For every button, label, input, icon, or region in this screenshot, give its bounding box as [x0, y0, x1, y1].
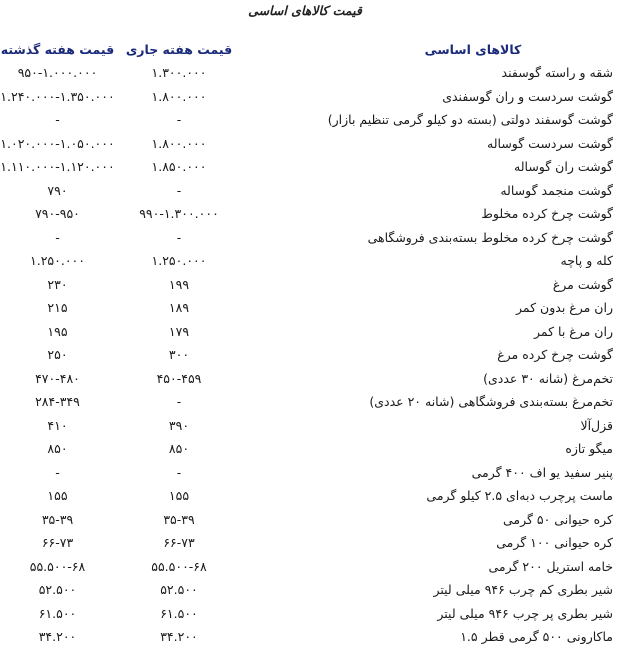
current-week-price: ۶۱.۵۰۰: [160, 605, 198, 621]
table-header-row: [0, 37, 623, 61]
item-name: گوشت چرخ کرده مخلوط: [481, 206, 613, 222]
item-name: ماکارونی ۵۰۰ گرمی قطر ۱.۵: [460, 629, 613, 645]
current-week-price: ۱۵۵: [168, 488, 190, 504]
previous-week-price: ۳۴.۲۰۰: [38, 629, 77, 645]
previous-week-price: ۱۹۵: [47, 323, 68, 339]
current-week-price: ۳۴.۲۰۰: [160, 629, 198, 645]
current-week-price: -: [176, 464, 182, 480]
current-week-price: -: [176, 394, 182, 410]
current-week-price: ۴۵۰-۴۵۹: [156, 370, 202, 386]
table-row: [0, 555, 623, 579]
item-name: شیر بطری کم چرب ۹۴۶ میلی لیتر: [433, 582, 613, 598]
current-week-price: ۱.۸۰۰.۰۰۰: [151, 135, 207, 151]
item-name: کره حیوانی ۱۰۰ گرمی: [496, 535, 613, 551]
previous-week-price: ۵۲.۵۰۰: [38, 582, 77, 598]
item-name: شیر بطری پر چرب ۹۴۶ میلی لیتر: [437, 605, 613, 621]
current-week-price: ۱.۸۵۰.۰۰۰: [151, 159, 207, 175]
table-row: [0, 226, 623, 250]
previous-week-price: ۱۵۵: [47, 488, 68, 504]
current-week-price: ۱۹۹: [168, 276, 190, 292]
previous-week-price: ۶۱.۵۰۰: [38, 605, 77, 621]
table-row: [0, 249, 623, 273]
item-name: تخم‌مرغ (شانه ۳۰ عددی): [483, 370, 613, 386]
header-previous-week: قیمت هفته گذشته: [0, 41, 115, 57]
table-row: [0, 508, 623, 532]
item-name: گوشت منجمد گوساله: [500, 182, 613, 198]
previous-week-price: ۹۵۰-۱.۰۰۰.۰۰۰: [17, 65, 98, 81]
previous-week-price: ۱.۱۱۰.۰۰۰-۱.۱۲۰.۰۰۰: [0, 159, 115, 175]
previous-week-price: -: [55, 229, 60, 245]
previous-week-price: ۱.۲۵۰.۰۰۰: [30, 253, 85, 269]
table-row: [0, 578, 623, 602]
table-row: [0, 179, 623, 203]
table-row: [0, 484, 623, 508]
price-table: [0, 37, 623, 649]
table-row: [0, 273, 623, 297]
item-name: کره حیوانی ۵۰ گرمی: [502, 511, 613, 527]
previous-week-price: ۵۵.۵۰۰-۶۸: [29, 558, 86, 574]
table-row: [0, 437, 623, 461]
current-week-price: ۱۷۹: [168, 323, 190, 339]
item-name: گوشت سردست و ران گوسفندی: [442, 88, 613, 104]
current-week-price: ۹۹۰-۱.۳۰۰.۰۰۰: [139, 206, 219, 222]
current-week-price: -: [176, 112, 182, 128]
current-week-price: ۱۸۹: [168, 300, 190, 316]
item-name: قزل‌آلا: [580, 417, 613, 433]
previous-week-price: ۲۳۰: [47, 276, 68, 292]
table-body: [0, 61, 623, 649]
current-week-price: ۸۵۰: [168, 441, 190, 457]
previous-week-price: ۷۹۰-۹۵۰: [35, 206, 80, 222]
current-week-price: ۳۰۰: [168, 347, 190, 363]
previous-week-price: ۳۵-۳۹: [41, 511, 74, 527]
table-row: [0, 531, 623, 555]
current-week-price: ۳۵-۳۹: [163, 511, 195, 527]
previous-week-price: ۴۷۰-۴۸۰: [35, 370, 80, 386]
header-item: کالاهای اساسی: [424, 41, 522, 57]
previous-week-price: ۱.۲۴۰.۰۰۰-۱.۳۵۰.۰۰۰: [0, 88, 115, 104]
table-row: [0, 202, 623, 226]
current-week-price: ۱.۳۰۰.۰۰۰: [151, 65, 207, 81]
item-name: گوشت چرخ کرده مرغ: [497, 347, 613, 363]
item-name: گوشت سردست گوساله: [487, 135, 613, 151]
previous-week-price: ۲۸۴-۳۴۹: [35, 394, 80, 410]
item-name: گوشت گوسفند دولتی (بسته دو کیلو گرمی تنظیم بازار): [327, 112, 613, 128]
current-week-price: ۶۶-۷۳: [163, 535, 195, 551]
table-row: [0, 320, 623, 344]
previous-week-price: -: [55, 112, 60, 128]
table-row: [0, 155, 623, 179]
item-name: کله و پاچه: [560, 253, 613, 269]
table-row: [0, 414, 623, 438]
table-row: [0, 390, 623, 414]
page-title: قیمت کالاهای اساسی: [248, 3, 362, 18]
current-week-price: -: [176, 229, 182, 245]
previous-week-price: ۶۶-۷۳: [41, 535, 74, 551]
item-name: ماست پرچرب دبه‌ای ۲.۵ کیلو گرمی: [426, 488, 613, 504]
previous-week-price: ۷۹۰: [47, 182, 68, 198]
table-row: [0, 343, 623, 367]
previous-week-price: ۲۵۰: [47, 347, 68, 363]
previous-week-price: ۸۵۰: [47, 441, 68, 457]
previous-week-price: ۱.۰۲۰.۰۰۰-۱.۰۵۰.۰۰۰: [0, 135, 115, 151]
item-name: گوشت چرخ کرده مخلوط بسته‌بندی فروشگاهی: [367, 229, 613, 245]
current-week-price: -: [176, 182, 182, 198]
table-row: [0, 367, 623, 391]
item-name: تخم‌مرغ بسته‌بندی فروشگاهی (شانه ۲۰ عددی): [369, 394, 613, 410]
previous-week-price: -: [55, 464, 60, 480]
item-name: میگو تازه: [565, 441, 613, 457]
previous-week-price: ۴۱۰: [47, 417, 68, 433]
table-row: [0, 108, 623, 132]
table-row: [0, 296, 623, 320]
current-week-price: ۳۹۰: [168, 417, 190, 433]
table-row: [0, 85, 623, 109]
item-name: گوشت مرغ: [552, 276, 613, 292]
table-row: [0, 625, 623, 649]
header-current-week: قیمت هفته جاری: [125, 41, 233, 57]
current-week-price: ۱.۸۰۰.۰۰۰: [151, 88, 207, 104]
current-week-price: ۱.۲۵۰.۰۰۰: [151, 253, 207, 269]
previous-week-price: ۲۱۵: [47, 300, 68, 316]
table-row: [0, 132, 623, 156]
item-name: گوشت ران گوساله: [514, 159, 613, 175]
item-name: ران مرغ با کمر: [533, 323, 613, 339]
current-week-price: ۵۲.۵۰۰: [160, 582, 198, 598]
table-row: [0, 602, 623, 626]
item-name: پنیر سفید یو اف ۴۰۰ گرمی: [471, 464, 613, 480]
current-week-price: ۵۵.۵۰۰-۶۸: [151, 558, 207, 574]
item-name: شقه و راسته گوسفند: [501, 65, 613, 81]
table-row: [0, 461, 623, 485]
item-name: ران مرغ بدون کمر: [516, 300, 613, 316]
table-row: [0, 61, 623, 85]
item-name: خامه استریل ۲۰۰ گرمی: [488, 558, 613, 574]
